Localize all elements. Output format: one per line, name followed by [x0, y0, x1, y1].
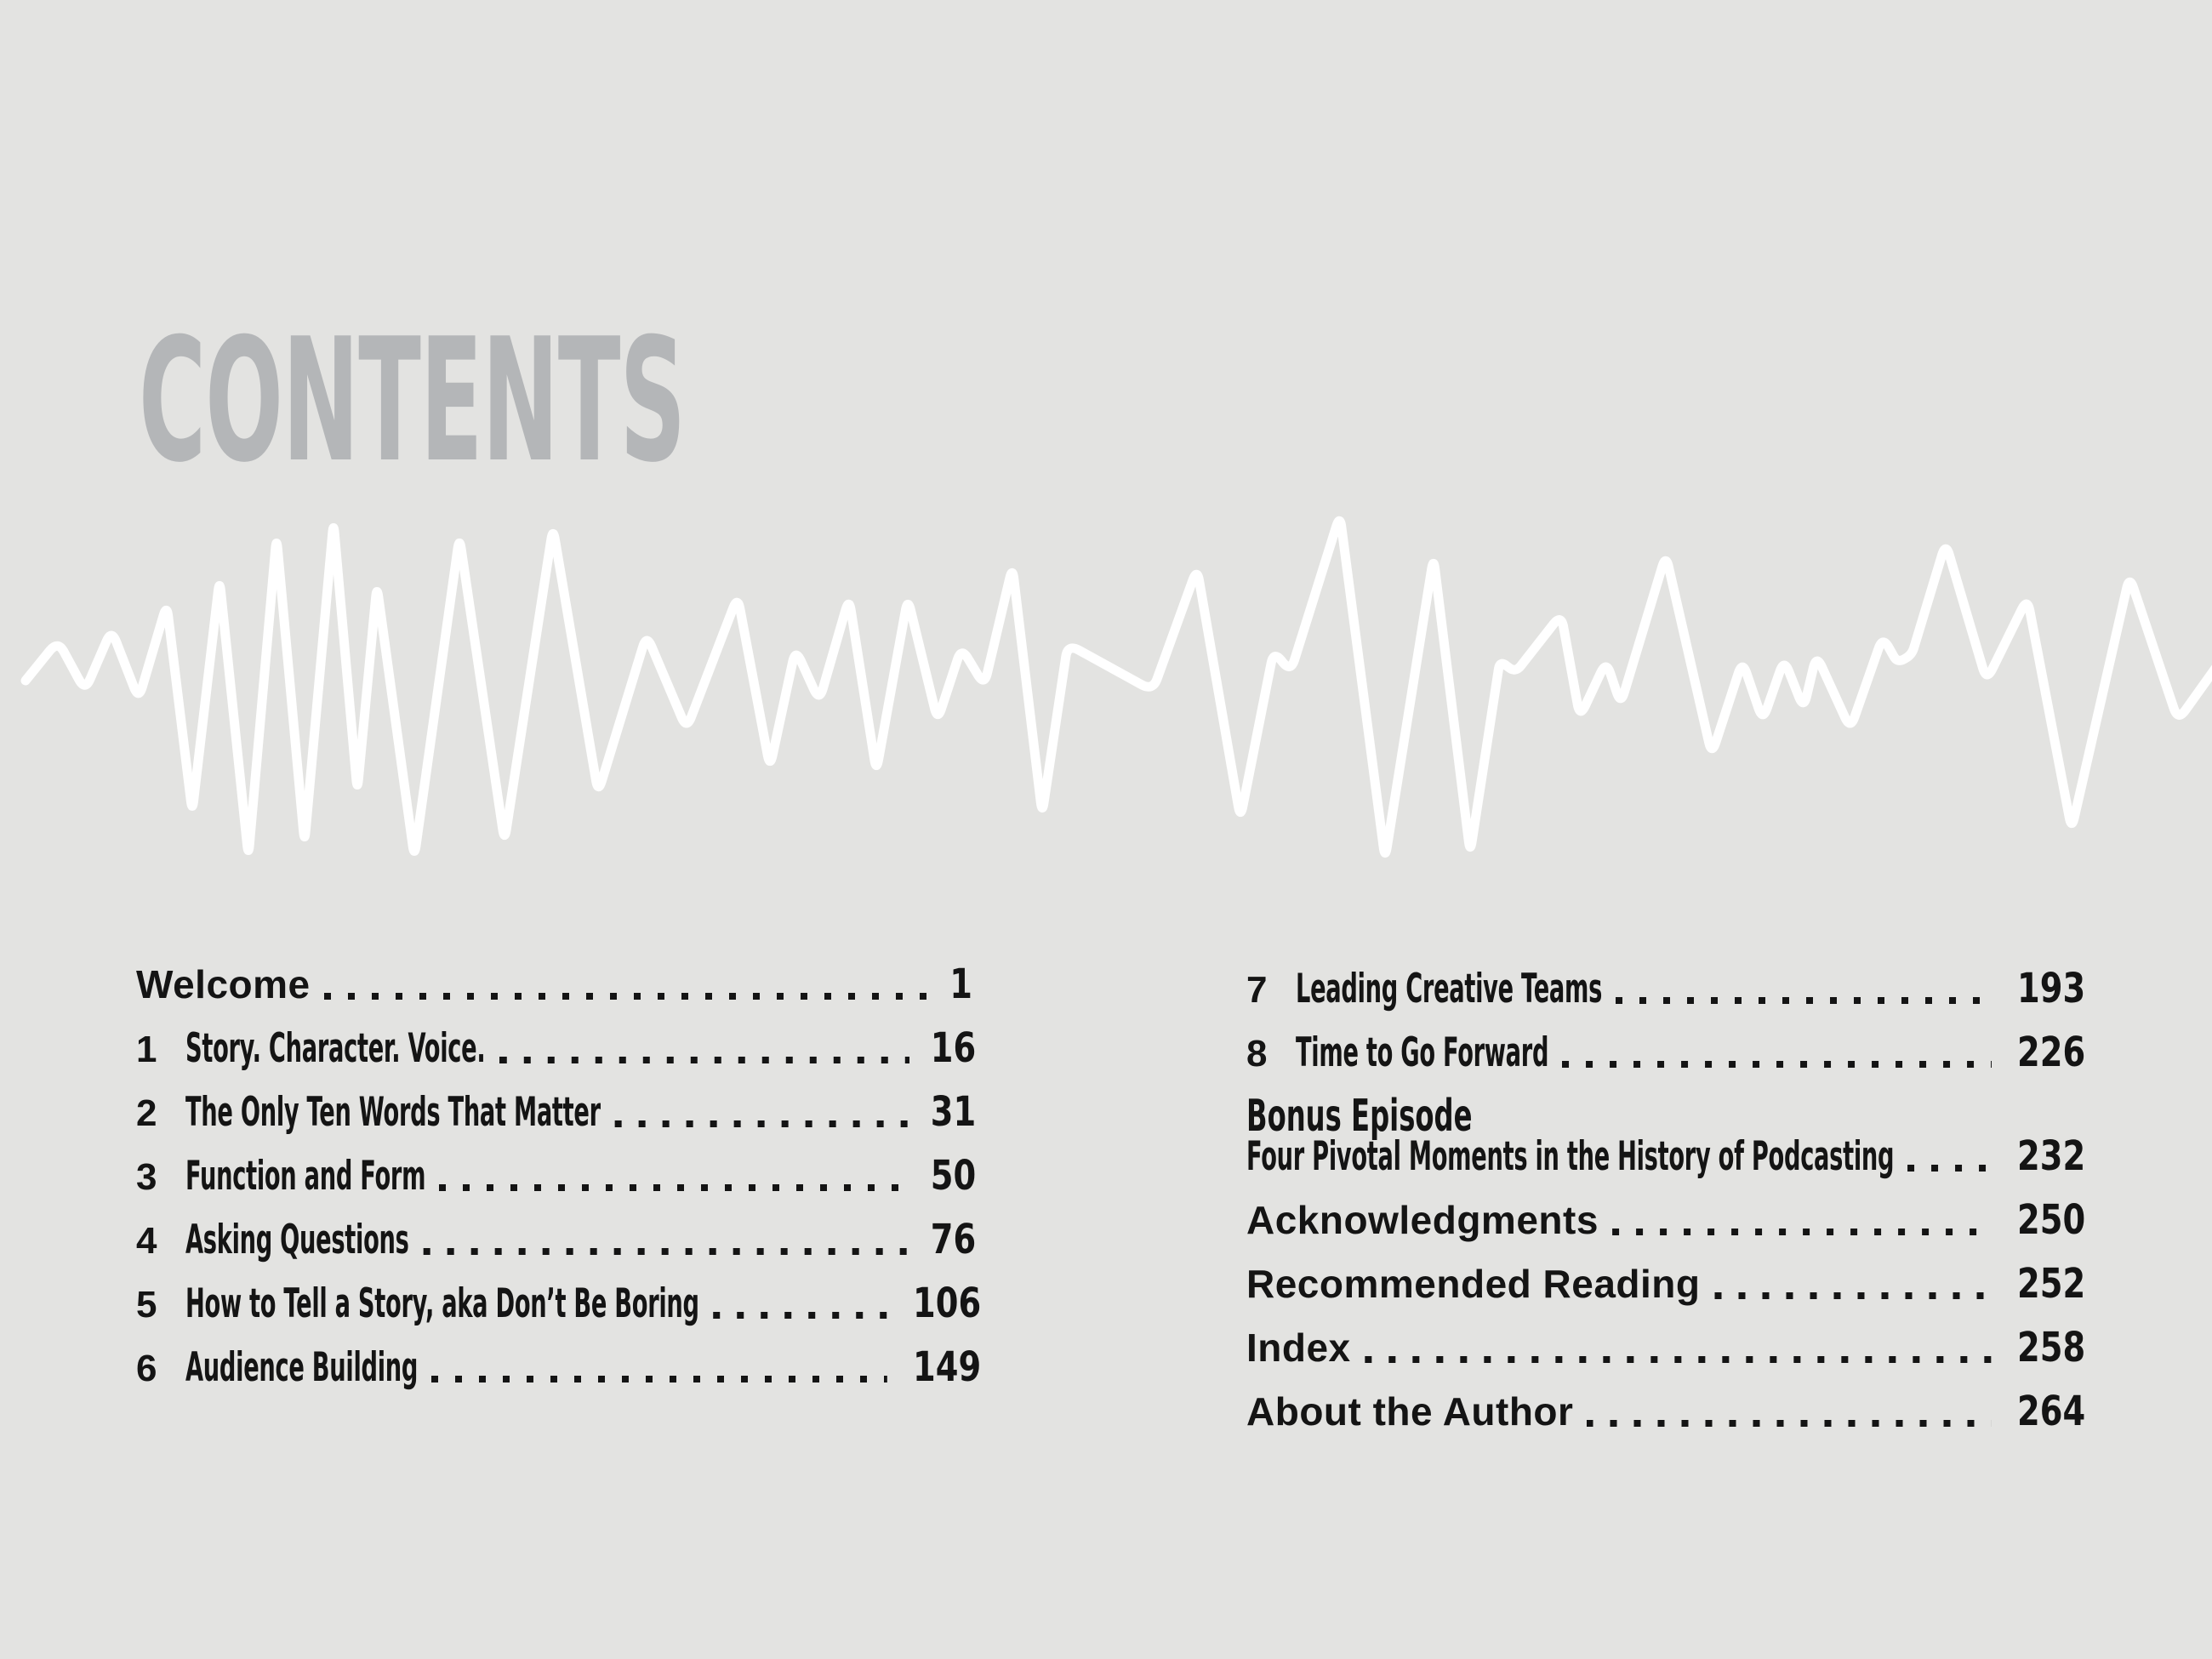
page-number: 226: [2017, 1029, 2086, 1076]
chapter-title: Four Pivotal Moments in the History of Podcasting: [1246, 1133, 1895, 1180]
dot-leader: [1562, 1061, 1992, 1068]
dot-leader: [1365, 1356, 1992, 1363]
dot-leader: [1616, 997, 1992, 1004]
page-number: 252: [2017, 1260, 2086, 1308]
dot-leader: [1587, 1420, 1992, 1427]
dot-leader: [1907, 1165, 1992, 1172]
chapter-title: Story. Character. Voice.: [185, 1025, 486, 1072]
chapter-number: 8: [1246, 1033, 1268, 1075]
page-number: 106: [913, 1280, 982, 1327]
toc-entry-chapter-2: [136, 1087, 977, 1137]
page-number: 1: [949, 961, 972, 1008]
chapter-number: 3: [136, 1156, 157, 1198]
chapter-number: 4: [136, 1220, 157, 1262]
chapter-title: Audience Building: [185, 1344, 419, 1391]
page-number: 258: [2017, 1324, 2086, 1371]
dot-leader: [431, 1376, 887, 1382]
dot-leader: [423, 1248, 910, 1255]
section-title: Acknowledgments: [1246, 1198, 1599, 1242]
dot-leader: [1612, 1229, 1992, 1235]
chapter-number: 2: [136, 1092, 157, 1134]
waveform-line-icon: [26, 521, 2212, 852]
dot-leader: [1714, 1292, 1993, 1299]
toc-entry-chapter-1: [136, 1023, 977, 1073]
chapter-number: 7: [1246, 969, 1268, 1011]
dot-leader: [614, 1120, 910, 1127]
page-number: 149: [913, 1343, 982, 1391]
toc-entry-recommended-reading: [1246, 1259, 2086, 1308]
dot-leader: [713, 1312, 887, 1319]
toc-entry-welcome: [136, 960, 972, 1009]
chapter-title: Leading Creative Teams: [1296, 966, 1603, 1012]
toc-entry-index: [1246, 1323, 2086, 1372]
page-number: 250: [2017, 1196, 2086, 1244]
dot-leader: [499, 1057, 910, 1063]
page-number: 50: [931, 1152, 977, 1200]
chapter-number: 1: [136, 1029, 157, 1070]
dot-leader: [324, 993, 933, 1000]
chapter-title: Function and Form: [185, 1153, 426, 1200]
toc-entry-chapter-6: [136, 1343, 982, 1392]
toc-entry-chapter-5: [136, 1279, 982, 1328]
toc-entry-chapter-4: [136, 1215, 977, 1264]
toc-entry-chapter-7: [1246, 964, 2086, 1013]
page-number: 76: [931, 1216, 977, 1263]
chapter-title: Time to Go Forward: [1296, 1029, 1549, 1076]
toc-entry-acknowledgments: [1246, 1195, 2086, 1245]
page-number: 31: [931, 1088, 977, 1136]
page-title: CONTENTS: [139, 302, 686, 500]
toc-entry-about-the-author: [1246, 1387, 2086, 1436]
toc-entry-chapter-8: [1246, 1028, 2086, 1077]
chapter-title: The Only Ten Words That Matter: [185, 1089, 601, 1136]
bonus-episode-heading: Bonus Episode: [1246, 1091, 1473, 1142]
section-title: Index: [1246, 1325, 1351, 1370]
chapter-title: Asking Questions: [185, 1217, 409, 1263]
section-title: About the Author: [1246, 1389, 1574, 1434]
chapter-number: 5: [136, 1284, 157, 1325]
page-number: 193: [2017, 965, 2086, 1012]
toc-entry-bonus-title: [1246, 1132, 2086, 1181]
section-title: Welcome: [136, 962, 311, 1006]
chapter-number: 6: [136, 1348, 157, 1389]
dot-leader: [439, 1184, 909, 1191]
page-number: 264: [2017, 1388, 2086, 1435]
page-number: 232: [2017, 1132, 2086, 1180]
toc-entry-chapter-3: [136, 1151, 977, 1200]
section-title: Recommended Reading: [1246, 1262, 1701, 1306]
chapter-title: How to Tell a Story, aka Don’t Be Boring: [185, 1280, 699, 1327]
page-number: 16: [931, 1024, 977, 1072]
